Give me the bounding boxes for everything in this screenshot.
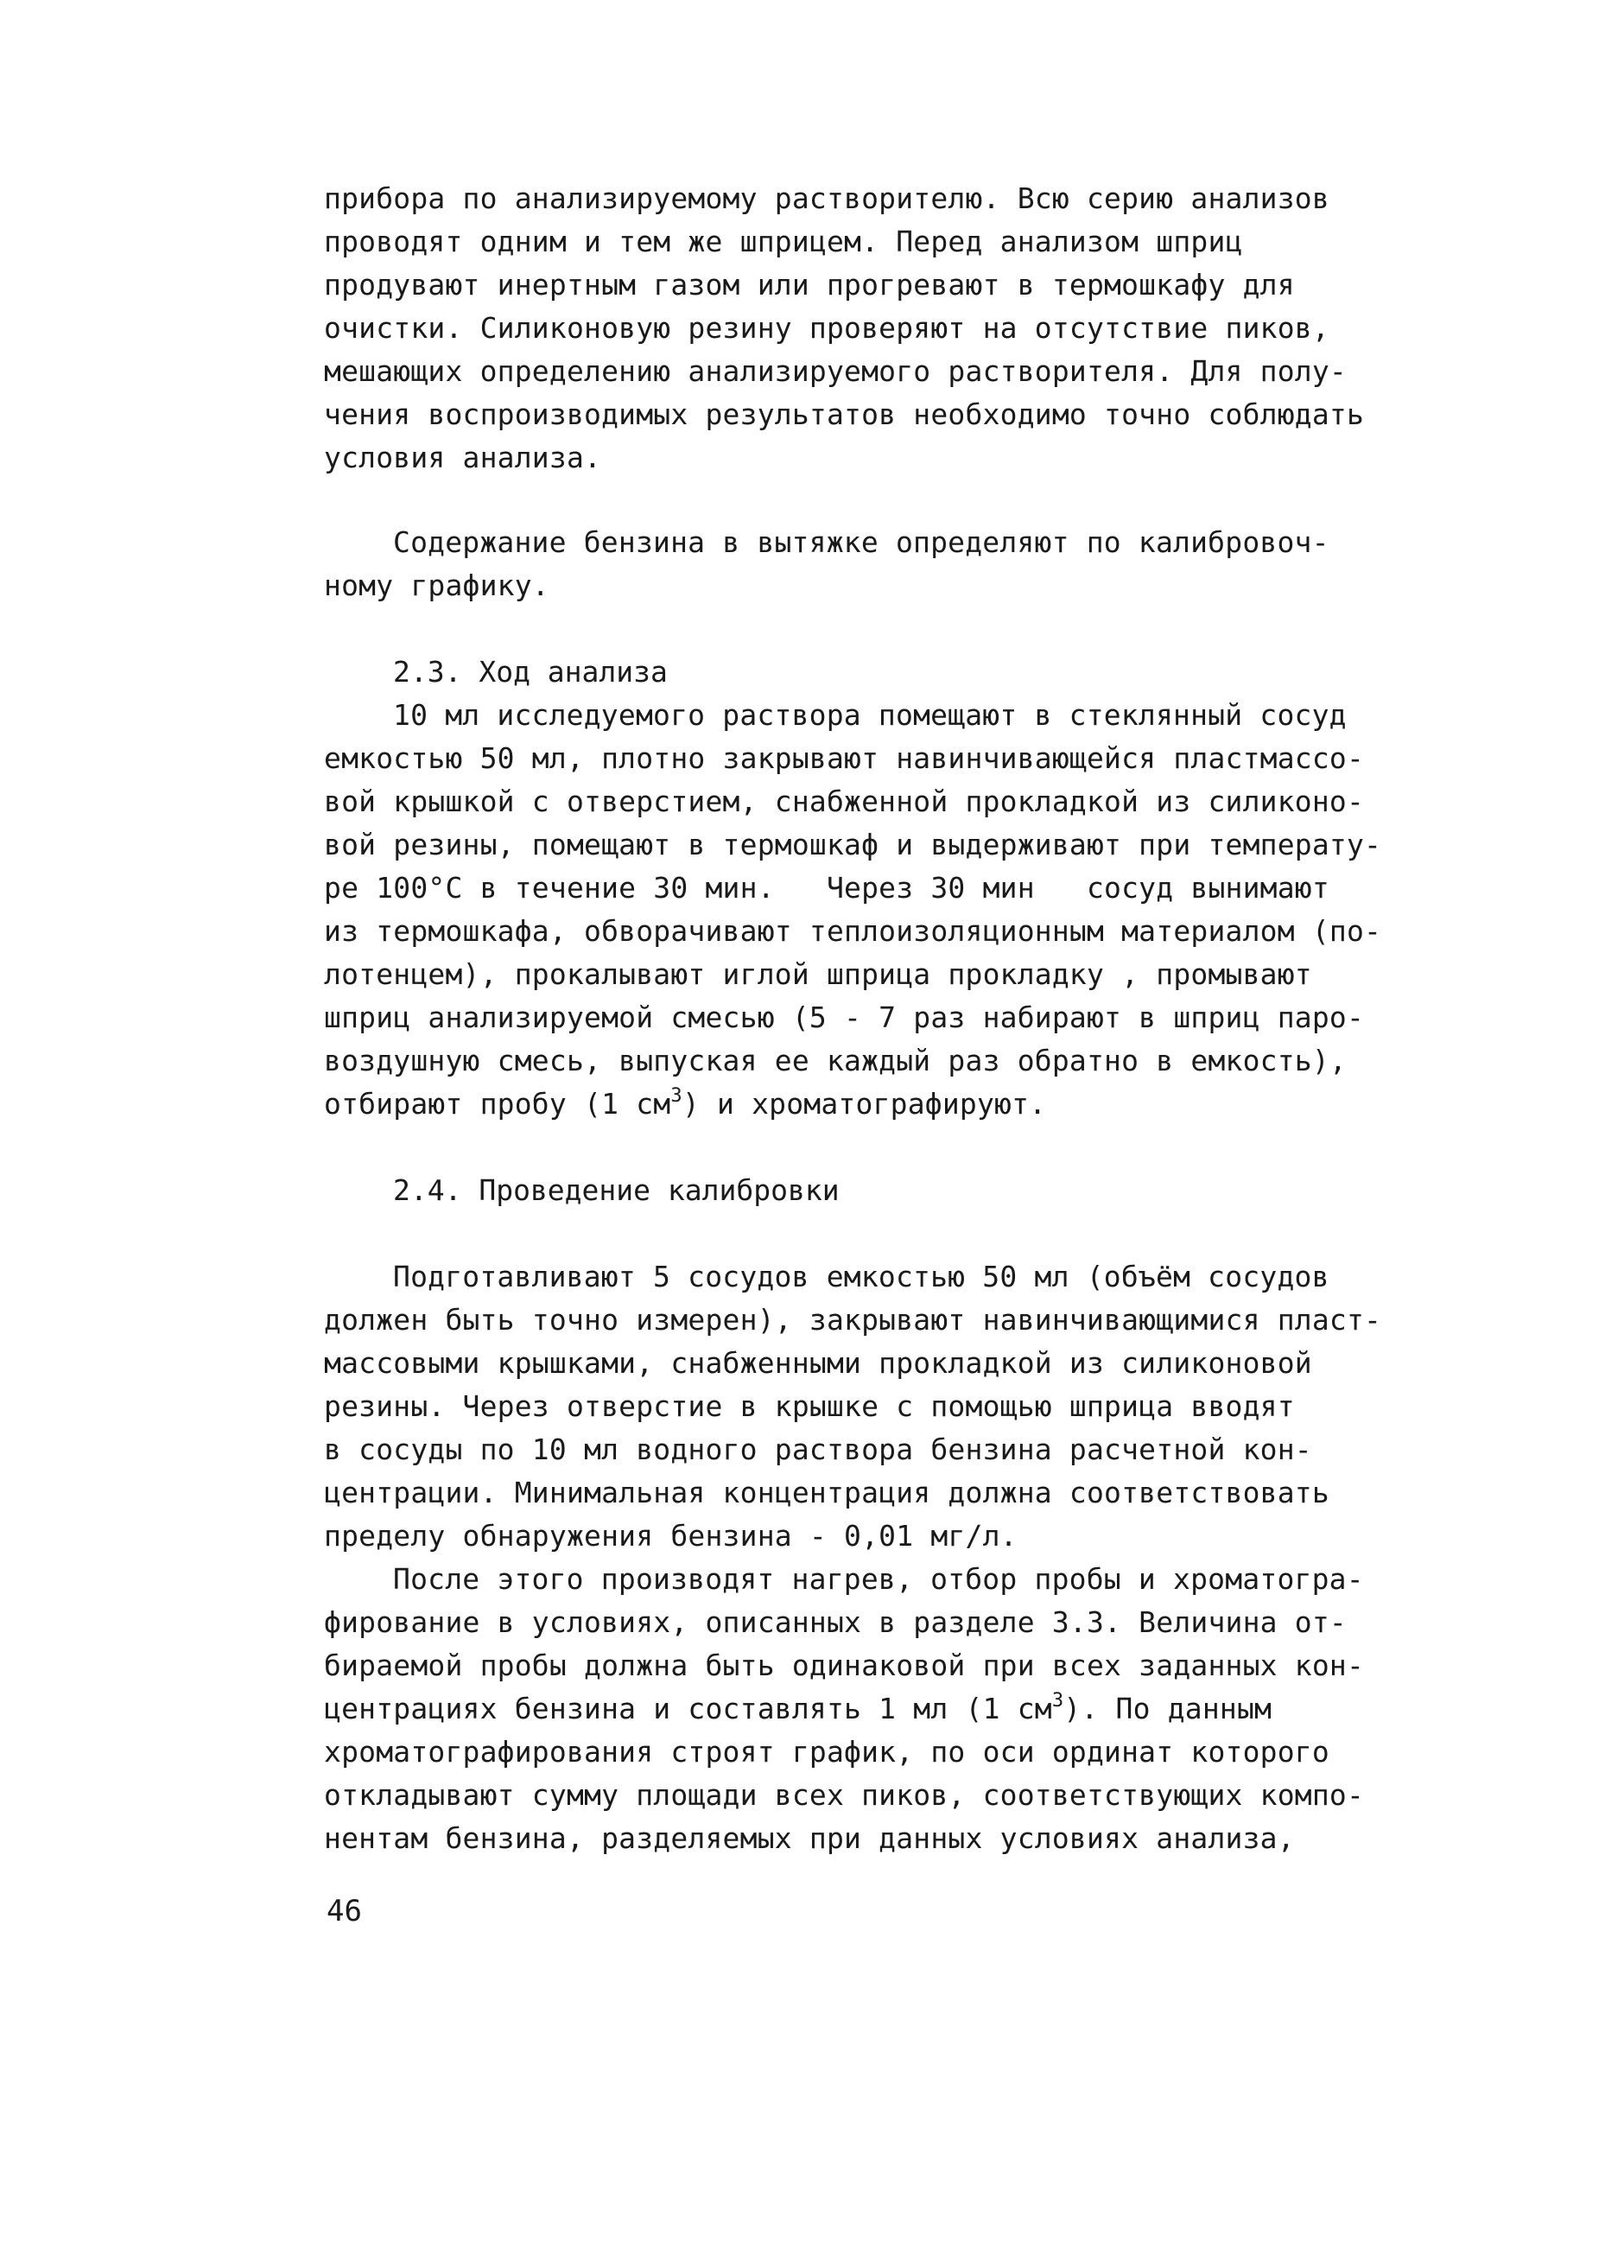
text-line: хроматографирования строят график, по оси ординат которого	[324, 1735, 1329, 1769]
text-line: Подготавливают 5 сосудов емкостью 50 мл (объём сосудов	[393, 1260, 1329, 1293]
superscript: 3	[1051, 1690, 1064, 1712]
superscript: 3	[670, 1085, 682, 1107]
text-line: центрации. Минимальная концентрация должна соответствовать	[324, 1476, 1329, 1509]
text-fragment: отбирают пробу (1 см	[324, 1087, 671, 1121]
text-fragment: ). По данным	[1063, 1692, 1272, 1725]
text-line: фирование в условиях, описанных в разделе 3.3. Величина от-	[324, 1605, 1347, 1639]
text-line: вой резины, помещают в термошкаф и выдерживают при температу-	[324, 828, 1382, 861]
text-line: проводят одним и тем же шприцем. Перед анализом шприц	[324, 225, 1243, 258]
text-line: воздушную смесь, выпуская ее каждый раз обратно в емкость),	[324, 1044, 1347, 1077]
text-line	[324, 1692, 1272, 1726]
section-heading: 2.3. Ход анализа	[393, 655, 668, 689]
text-line: емкостью 50 мл, плотно закрывают навинчивающейся пластмассо-	[324, 741, 1365, 775]
text-line: вой крышкой с отверстием, снабженной прокладкой из силиконо-	[324, 785, 1365, 818]
page-number: 46	[327, 1894, 362, 1928]
text-fragment: ) и хроматографируют.	[682, 1087, 1047, 1121]
text-line: мешающих определению анализируемого растворителя. Для полу-	[324, 354, 1347, 388]
text-line: чения воспроизводимых результатов необходимо точно соблюдать	[324, 397, 1365, 431]
text-line: откладывают сумму площади всех пиков, соответствующих компо-	[324, 1778, 1365, 1812]
text-line: массовыми крышками, снабженными прокладкой из силиконовой	[324, 1346, 1312, 1380]
text-line: ре 100°С в течение 30 мин. Через 30 мин сосуд вынимают	[324, 871, 1329, 905]
text-line: в сосуды по 10 мл водного раствора бензина расчетной кон-	[324, 1433, 1312, 1466]
text-line: резины. Через отверстие в крышке с помощью шприца вводят	[324, 1389, 1295, 1423]
text-line: очистки. Силиконовую резину проверяют на отсутствие пиков,	[324, 311, 1329, 345]
text-fragment: центрациях бензина и составлять 1 мл (1 см	[324, 1692, 1052, 1725]
text-line: условия анализа.	[324, 441, 602, 474]
section-heading: 2.4. Проведение калибровки	[393, 1173, 840, 1207]
text-line: ному графику.	[324, 569, 549, 602]
text-line: Содержание бензина в вытяжке определяют по калибровоч-	[393, 525, 1329, 559]
text-line: продувают инертным газом или прогревают в термошкафу для	[324, 268, 1295, 302]
text-line: 10 мл исследуемого раствора помещают в стеклянный сосуд	[393, 698, 1347, 732]
text-line: из термошкафа, обворачивают теплоизоляционным материалом (по-	[324, 914, 1382, 948]
text-line: прибора по анализируемому растворителю. Всю серию анализов	[324, 181, 1329, 215]
text-line: бираемой пробы должна быть одинаковой при всех заданных кон-	[324, 1649, 1365, 1682]
text-line: пределу обнаружения бензина - 0,01 мг/л.	[324, 1519, 1018, 1553]
text-line	[324, 1087, 1046, 1121]
text-line: должен быть точно измерен), закрывают навинчивающимися пласт-	[324, 1303, 1382, 1337]
text-line: После этого производят нагрев, отбор пробы и хроматогра-	[393, 1562, 1364, 1596]
text-line: лотенцем), прокалывают иглой шприца прокладку , промывают	[324, 957, 1312, 991]
text-line: нентам бензина, разделяемых при данных условиях анализа,	[324, 1821, 1295, 1855]
text-line: шприц анализируемой смесью (5 - 7 раз набирают в шприц паро-	[324, 1001, 1365, 1034]
